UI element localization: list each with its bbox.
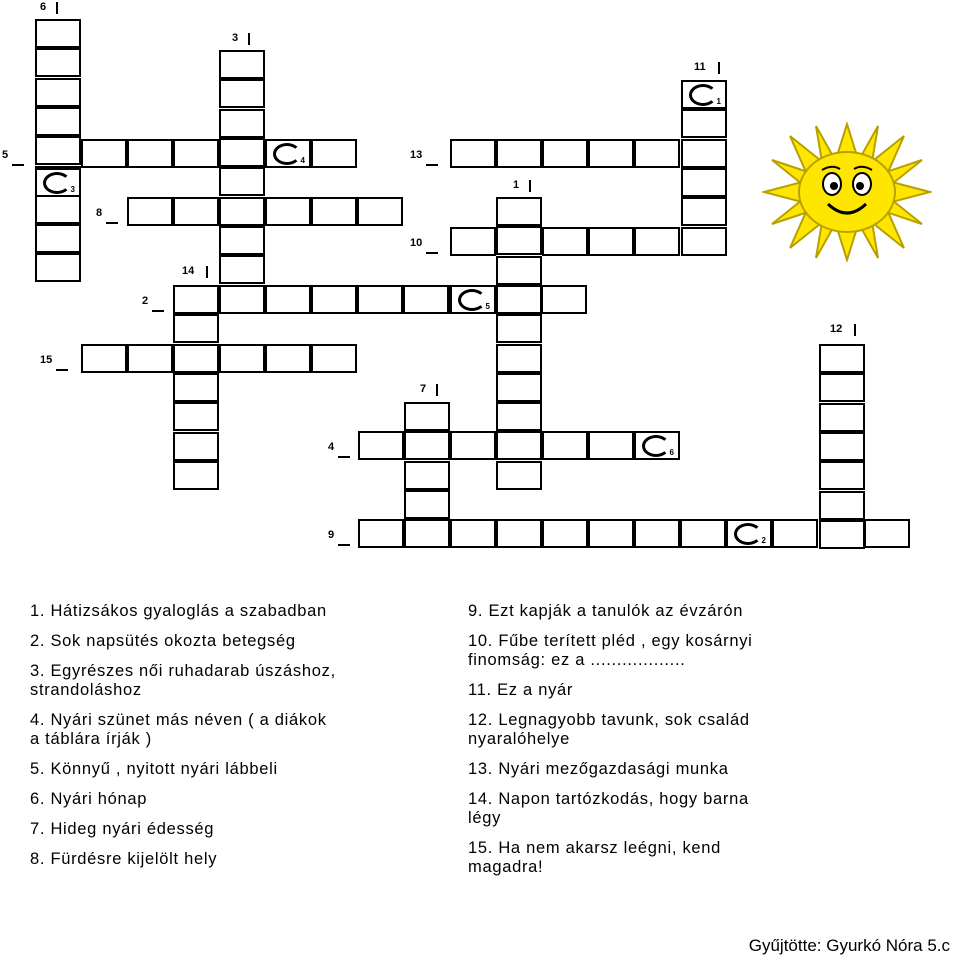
circle-marker-icon xyxy=(734,523,762,545)
crossword-cell[interactable] xyxy=(219,79,265,108)
word-number-tick xyxy=(12,164,24,166)
clue: 10. Fűbe terített pléd , egy kosárnyi finomság: ez a .................. xyxy=(468,632,753,669)
crossword-cell[interactable] xyxy=(311,197,357,226)
crossword-cell[interactable] xyxy=(404,490,450,519)
crossword-cell[interactable] xyxy=(404,431,450,460)
clue: 4. Nyári szünet más néven ( a diákok a táblára írják ) xyxy=(30,711,327,748)
clue: 14. Napon tartózkodás, hogy barna légy xyxy=(468,790,749,827)
clue: 13. Nyári mezőgazdasági munka xyxy=(468,760,729,778)
crossword-cell[interactable] xyxy=(265,285,311,314)
crossword-cell[interactable] xyxy=(358,431,404,460)
crossword-cell[interactable] xyxy=(680,519,726,548)
circle-marker-icon xyxy=(273,143,301,165)
crossword-cell[interactable] xyxy=(450,227,496,256)
crossword-cell[interactable] xyxy=(542,519,588,548)
word-number-tick xyxy=(206,266,208,278)
crossword-cell[interactable] xyxy=(542,139,588,168)
crossword-cell[interactable] xyxy=(219,197,265,226)
word-number-tick xyxy=(248,33,250,45)
crossword-cell[interactable] xyxy=(496,402,542,431)
solution-letter-number: 6 xyxy=(669,448,674,457)
crossword-cell[interactable] xyxy=(311,285,357,314)
crossword-cell[interactable] xyxy=(311,139,357,168)
solution-letter-number: 5 xyxy=(485,302,490,311)
crossword-cell[interactable] xyxy=(173,314,219,343)
crossword-cell[interactable] xyxy=(35,253,81,282)
word-number-tick xyxy=(426,164,438,166)
crossword-cell[interactable] xyxy=(496,226,542,255)
crossword-cell[interactable] xyxy=(819,461,865,490)
crossword-cell[interactable] xyxy=(219,344,265,373)
circle-marker-icon xyxy=(43,172,71,194)
circle-marker-icon xyxy=(689,84,717,106)
word-number-label: 6 xyxy=(40,1,47,13)
word-number-label: 3 xyxy=(232,32,239,44)
crossword-cell[interactable] xyxy=(588,519,634,548)
crossword-cell[interactable] xyxy=(357,285,403,314)
crossword-cell[interactable] xyxy=(173,402,219,431)
crossword-cell[interactable] xyxy=(219,255,265,284)
word-number-tick xyxy=(56,2,58,14)
crossword-cell[interactable] xyxy=(81,344,127,373)
crossword-cell[interactable] xyxy=(819,403,865,432)
clue: 1. Hátizsákos gyaloglás a szabadban xyxy=(30,602,327,620)
crossword-cell[interactable] xyxy=(35,48,81,77)
crossword-cell[interactable] xyxy=(819,373,865,402)
crossword-cell[interactable] xyxy=(634,139,680,168)
crossword-cell[interactable] xyxy=(173,197,219,226)
crossword-cell[interactable] xyxy=(681,197,727,226)
crossword-cell[interactable] xyxy=(219,50,265,79)
crossword-cell[interactable] xyxy=(542,431,588,460)
crossword-cell[interactable] xyxy=(819,520,865,549)
word-number-label: 11 xyxy=(694,61,706,73)
crossword-cell[interactable] xyxy=(404,461,450,490)
crossword-cell[interactable] xyxy=(35,19,81,48)
crossword-cell[interactable] xyxy=(35,136,81,165)
crossword-cell[interactable] xyxy=(127,139,173,168)
word-number-label: 13 xyxy=(410,149,423,161)
crossword-cell[interactable] xyxy=(588,227,634,256)
circle-marker-icon xyxy=(458,289,486,311)
crossword-cell[interactable] xyxy=(219,138,265,167)
clue: 5. Könnyű , nyitott nyári lábbeli xyxy=(30,760,278,778)
crossword-cell[interactable] xyxy=(819,432,865,461)
smiling-sun-icon xyxy=(762,122,932,262)
word-number-label: 2 xyxy=(142,295,149,307)
word-number-tick xyxy=(426,252,438,254)
crossword-cell[interactable] xyxy=(35,78,81,107)
word-number-tick xyxy=(106,222,118,224)
crossword-cell[interactable] xyxy=(496,373,542,402)
crossword-cell[interactable] xyxy=(496,285,542,314)
crossword-cell[interactable] xyxy=(541,285,587,314)
crossword-cell[interactable] xyxy=(35,107,81,136)
crossword-cell[interactable] xyxy=(81,139,127,168)
crossword-cell[interactable] xyxy=(219,226,265,255)
crossword-cell[interactable] xyxy=(358,519,404,548)
word-number-tick xyxy=(529,180,531,192)
crossword-cell[interactable] xyxy=(404,519,450,548)
clue: 6. Nyári hónap xyxy=(30,790,148,808)
crossword-cell[interactable] xyxy=(819,491,865,520)
word-number-label: 15 xyxy=(40,354,53,366)
word-number-label: 1 xyxy=(513,179,520,191)
crossword-cell[interactable] xyxy=(127,344,173,373)
clue: 15. Ha nem akarsz leégni, kend magadra! xyxy=(468,839,722,876)
crossword-cell[interactable] xyxy=(819,344,865,373)
solution-letter-number: 3 xyxy=(70,185,75,194)
crossword-cell[interactable] xyxy=(357,197,403,226)
clue-list xyxy=(30,602,890,892)
crossword-cell[interactable] xyxy=(450,519,496,548)
solution-letter-cell[interactable] xyxy=(35,168,81,197)
crossword-cell[interactable] xyxy=(127,197,173,226)
crossword-cell[interactable] xyxy=(588,139,634,168)
crossword-cell[interactable] xyxy=(681,227,727,256)
crossword-cell[interactable] xyxy=(173,461,219,490)
crossword-cell[interactable] xyxy=(219,167,265,196)
crossword-cell[interactable] xyxy=(35,224,81,253)
clue: 8. Fürdésre kijelölt hely xyxy=(30,850,218,868)
crossword-cell[interactable] xyxy=(219,285,265,314)
crossword-cell[interactable] xyxy=(496,256,542,285)
crossword-cell[interactable] xyxy=(496,314,542,343)
crossword-cell[interactable] xyxy=(588,431,634,460)
word-number-label: 5 xyxy=(2,149,9,161)
crossword-cell[interactable] xyxy=(681,109,727,138)
word-number-tick xyxy=(152,310,164,312)
credit-line: Gyűjtötte: Gyurkó Nóra 5.c xyxy=(748,936,950,955)
crossword-cell[interactable] xyxy=(450,431,496,460)
crossword-cell[interactable] xyxy=(634,227,680,256)
crossword-cell[interactable] xyxy=(173,285,219,314)
solution-letter-cell[interactable] xyxy=(681,80,727,109)
crossword-cell[interactable] xyxy=(265,344,311,373)
word-number-tick xyxy=(338,456,350,458)
word-number-label: 9 xyxy=(328,529,335,541)
clue: 7. Hideg nyári édesség xyxy=(30,820,215,838)
crossword-cell[interactable] xyxy=(496,519,542,548)
crossword-cell[interactable] xyxy=(403,285,449,314)
crossword-cell[interactable] xyxy=(496,139,542,168)
crossword-cell[interactable] xyxy=(496,344,542,373)
word-number-tick xyxy=(56,369,68,371)
word-number-label: 7 xyxy=(420,383,427,395)
word-number-label: 8 xyxy=(96,207,103,219)
crossword-cell[interactable] xyxy=(173,432,219,461)
word-number-tick xyxy=(854,324,856,336)
crossword-cell[interactable] xyxy=(864,519,910,548)
crossword-cell[interactable] xyxy=(219,109,265,138)
solution-letter-cell[interactable] xyxy=(450,285,496,314)
word-number-label: 12 xyxy=(830,323,843,335)
crossword-cell[interactable] xyxy=(681,168,727,197)
crossword-cell[interactable] xyxy=(496,461,542,490)
crossword-cell[interactable] xyxy=(496,197,542,226)
crossword-cell[interactable] xyxy=(681,139,727,168)
word-number-tick xyxy=(338,544,350,546)
clues-right-column xyxy=(468,602,898,888)
solution-letter-number: 2 xyxy=(761,536,766,545)
clues-left-column xyxy=(30,602,460,880)
crossword-cell[interactable] xyxy=(311,344,357,373)
solution-letter-cell[interactable] xyxy=(265,139,311,168)
word-number-label: 10 xyxy=(410,237,423,249)
solution-letter-number: 1 xyxy=(716,97,721,106)
crossword-cell[interactable] xyxy=(265,197,311,226)
clue: 9. Ezt kapják a tanulók az évzárón xyxy=(468,602,744,620)
crossword-cell[interactable] xyxy=(404,402,450,431)
crossword-cell[interactable] xyxy=(542,227,588,256)
crossword-cell[interactable] xyxy=(634,519,680,548)
crossword-cell[interactable] xyxy=(772,519,818,548)
solution-letter-cell[interactable] xyxy=(634,431,680,460)
crossword-cell[interactable] xyxy=(450,139,496,168)
solution-letter-cell[interactable] xyxy=(726,519,772,548)
crossword-cell[interactable] xyxy=(496,431,542,460)
clue: 3. Egyrészes női ruhadarab úszáshoz, strandoláshoz xyxy=(30,662,336,699)
circle-marker-icon xyxy=(642,435,670,457)
clue: 12. Legnagyobb tavunk, sok család nyaralóhelye xyxy=(468,711,750,748)
word-number-tick xyxy=(436,384,438,396)
crossword-cell[interactable] xyxy=(35,195,81,224)
crossword-cell[interactable] xyxy=(173,373,219,402)
crossword-cell[interactable] xyxy=(173,139,219,168)
word-number-label: 14 xyxy=(182,265,195,277)
clue: 11. Ez a nyár xyxy=(468,681,574,699)
crossword-cell[interactable] xyxy=(173,344,219,373)
word-number-tick xyxy=(718,62,720,74)
word-number-label: 4 xyxy=(328,441,335,453)
clue: 2. Sok napsütés okozta betegség xyxy=(30,632,296,650)
solution-letter-number: 4 xyxy=(300,156,305,165)
